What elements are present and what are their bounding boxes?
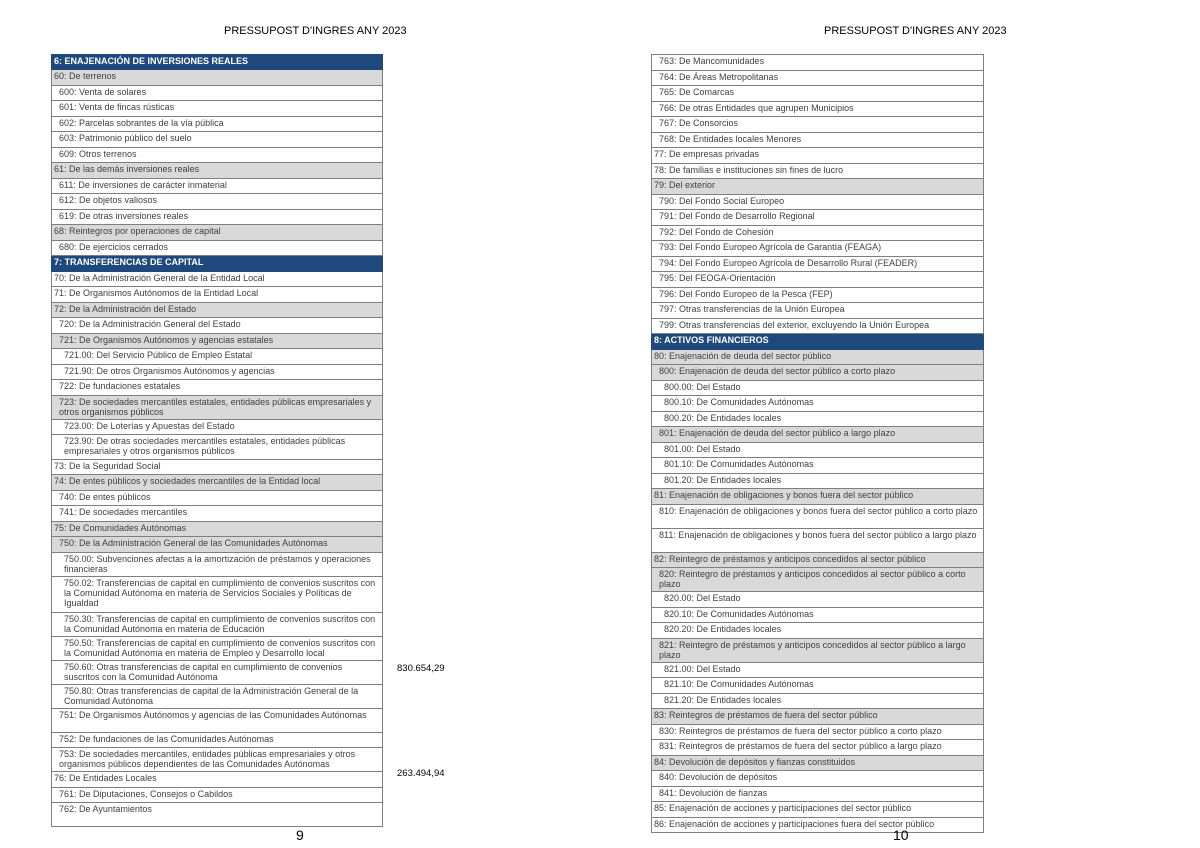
table-row	[52, 349, 383, 365]
table-row	[52, 637, 383, 661]
row-label: 68: Reintegros por operaciones de capital	[52, 225, 383, 241]
table-row	[652, 802, 984, 818]
row-label: 794: Del Fondo Europeo Agrícola de Desarrollo Rural (FEADER)	[652, 257, 984, 272]
row-label: 6: ENAJENACIÓN DE INVERSIONES REALES	[52, 55, 383, 70]
table-row	[52, 303, 383, 318]
row-label: 811: Enajenación de obligaciones y bonos fuera del sector público a largo plazo	[652, 529, 984, 553]
row-label: 73: De la Seguridad Social	[52, 460, 383, 475]
table-row	[652, 740, 984, 756]
table-row	[52, 194, 383, 210]
row-label: 801.10: De Comunidades Autónomas	[652, 458, 984, 474]
table-row	[652, 639, 984, 663]
row-label: 800.20: De Entidades locales	[652, 412, 984, 427]
row-label: 78: De familias e instituciones sin fines de lucro	[652, 164, 984, 179]
row-label: 76: De Entidades Locales	[52, 772, 383, 788]
table-row	[52, 537, 383, 553]
table-row	[652, 319, 984, 334]
page-number: 10	[893, 827, 909, 843]
row-label: 820.00: Del Estado	[652, 592, 984, 608]
row-label: 793: Del Fondo Europeo Agrícola de Garantía (FEAGA)	[652, 241, 984, 257]
row-label: 7: TRANSFERENCIAS DE CAPITAL	[52, 256, 383, 272]
row-label: 841: Devolución de fianzas	[652, 787, 984, 802]
page-number: 9	[296, 827, 304, 843]
row-label: 619: De otras inversiones reales	[52, 210, 383, 225]
row-label: 60: De terrenos	[52, 70, 383, 86]
table-row	[652, 396, 984, 412]
budget-table-right	[651, 54, 984, 833]
row-label: 723.00: De Loterías y Apuestas del Estado	[52, 420, 383, 435]
row-label: 767: De Consorcios	[652, 117, 984, 133]
row-label: 821.20: De Entidades locales	[652, 694, 984, 709]
table-row	[652, 489, 984, 505]
row-label: 801.00: Del Estado	[652, 443, 984, 458]
table-row	[52, 748, 383, 772]
table-row	[52, 318, 383, 334]
table-row	[52, 132, 383, 148]
row-label: 799: Otras transferencias del exterior, excluyendo la Unión Europea	[652, 319, 984, 334]
table-row	[52, 272, 383, 287]
table-row	[652, 210, 984, 226]
row-label: 801.20: De Entidades locales	[652, 474, 984, 489]
row-label: 8: ACTIVOS FINANCIEROS	[652, 334, 984, 350]
row-label: 800.10: De Comunidades Autónomas	[652, 396, 984, 412]
table-row	[652, 71, 984, 86]
row-label: 80: Enajenación de deuda del sector público	[652, 350, 984, 365]
table-row	[52, 225, 383, 241]
table-row	[52, 420, 383, 435]
row-label: 821.10: De Comunidades Autónomas	[652, 678, 984, 694]
section-header-row	[652, 334, 984, 350]
row-label: 792: Del Fondo de Cohesión	[652, 226, 984, 241]
row-label: 75: De Comunidades Autónomas	[52, 522, 383, 537]
row-label: 721: De Organismos Autónomos y agencias estatales	[52, 334, 383, 349]
table-row	[652, 55, 984, 71]
table-row	[52, 709, 383, 733]
table-row	[52, 70, 383, 86]
row-label: 601: Venta de fincas rústicas	[52, 101, 383, 117]
row-label: 602: Parcelas sobrantes de la vía pública	[52, 117, 383, 132]
table-row	[52, 241, 383, 256]
table-row	[652, 241, 984, 257]
row-label: 71: De Organismos Autónomos de la Entidad Local	[52, 287, 383, 303]
row-label: 764: De Áreas Metropolitanas	[652, 71, 984, 86]
row-label: 750.00: Subvenciones afectas a la amortización de préstamos y operaciones financieras	[52, 553, 383, 577]
table-row	[652, 427, 984, 443]
row-label: 603: Patrimonio público del suelo	[52, 132, 383, 148]
table-row	[52, 553, 383, 577]
row-label: 750.50: Transferencias de capital en cumplimiento de convenios suscritos con la Comunidad Autónoma en materia de Empleo y Desarrollo local	[52, 637, 383, 661]
table-row	[52, 577, 383, 613]
table-row	[652, 365, 984, 381]
table-row	[652, 756, 984, 771]
row-label: 821: Reintegro de préstamos y anticipos concedidos al sector público a largo plazo	[652, 639, 984, 663]
page-header: PRESSUPOST D'INGRES ANY 2023	[824, 25, 1007, 37]
row-label: 721.90: De otros Organismos Autónomos y agencias	[52, 365, 383, 380]
row-label: 611: De inversiones de carácter inmaterial	[52, 179, 383, 194]
row-label: 750.60: Otras transferencias de capital en cumplimiento de convenios suscritos con la Comunidad Autónoma	[52, 661, 383, 685]
table-row	[52, 287, 383, 303]
table-row	[52, 475, 383, 491]
table-row	[52, 179, 383, 194]
table-row	[52, 733, 383, 748]
table-row	[652, 102, 984, 117]
table-row	[52, 435, 383, 460]
row-label: 763: De Mancomunidades	[652, 55, 984, 71]
row-label: 84: Devolución de depósitos y fianzas constituidos	[652, 756, 984, 771]
table-row	[52, 506, 383, 522]
table-row	[652, 443, 984, 458]
table-row	[652, 623, 984, 639]
table-row	[652, 257, 984, 272]
row-label: 761: De Diputaciones, Consejos o Cabildos	[52, 788, 383, 803]
table-row	[652, 117, 984, 133]
table-row	[652, 350, 984, 365]
table-row	[52, 210, 383, 225]
table-row	[652, 148, 984, 164]
table-row	[652, 164, 984, 179]
table-row	[652, 787, 984, 802]
row-label: 753: De sociedades mercantiles, entidades públicas empresariales y otros organismos públicos dependientes de las Comunidades Autónomas	[52, 748, 383, 772]
row-label: 723.90: De otras sociedades mercantiles estatales, entidades públicas empresariales y otros organismos públicos	[52, 435, 383, 460]
table-row	[52, 772, 383, 788]
row-label: 77: De empresas privadas	[652, 148, 984, 164]
amount-762: 263.494,94	[397, 768, 445, 779]
table-row	[52, 365, 383, 380]
row-label: 750.02: Transferencias de capital en cumplimiento de convenios suscritos con la Comunidad Autónoma en materia de Servicios Sociales y Políticas de Igualdad	[52, 577, 383, 613]
table-row	[652, 568, 984, 592]
row-label: 801: Enajenación de deuda del sector público a largo plazo	[652, 427, 984, 443]
table-row	[52, 661, 383, 685]
table-row	[52, 86, 383, 101]
section-header-row	[52, 55, 383, 70]
table-row	[652, 678, 984, 694]
row-label: 800.00: Del Estado	[652, 381, 984, 396]
row-label: 72: De la Administración del Estado	[52, 303, 383, 318]
row-label: 680: De ejercicios cerrados	[52, 241, 383, 256]
table-row	[52, 685, 383, 709]
table-row	[652, 86, 984, 102]
amount-750-80: 830.654,29	[397, 663, 445, 674]
table-row	[652, 592, 984, 608]
row-label: 797: Otras transferencias de la Unión Europea	[652, 303, 984, 319]
table-row	[652, 133, 984, 148]
row-label: 830: Reintegros de préstamos de fuera del sector público a corto plazo	[652, 725, 984, 740]
row-label: 70: De la Administración General de la Entidad Local	[52, 272, 383, 287]
table-row	[52, 788, 383, 803]
row-label: 740: De entes públicos	[52, 491, 383, 506]
table-row	[52, 491, 383, 506]
row-label: 750.80: Otras transferencias de capital de la Administración General de la Comunidad Autónoma	[52, 685, 383, 709]
row-label: 800: Enajenación de deuda del sector público a corto plazo	[652, 365, 984, 381]
row-label: 82: Reintegro de préstamos y anticipos concedidos al sector público	[652, 553, 984, 568]
row-label: 612: De objetos valiosos	[52, 194, 383, 210]
row-label: 820.20: De Entidades locales	[652, 623, 984, 639]
table-row	[652, 412, 984, 427]
table-row	[652, 272, 984, 288]
row-label: 721.00: Del Servicio Público de Empleo Estatal	[52, 349, 383, 365]
row-label: 752: De fundaciones de las Comunidades Autónomas	[52, 733, 383, 748]
table-row	[652, 226, 984, 241]
row-label: 750.30: Transferencias de capital en cumplimiento de convenios suscritos con la Comunidad Autónoma en materia de Educación	[52, 613, 383, 637]
table-row	[652, 709, 984, 725]
row-label: 720: De la Administración General del Estado	[52, 318, 383, 334]
table-row	[52, 803, 383, 827]
table-row	[52, 117, 383, 132]
row-label: 765: De Comarcas	[652, 86, 984, 102]
row-label: 795: Del FEOGA-Orientación	[652, 272, 984, 288]
row-label: 86: Enajenación de acciones y participaciones fuera del sector público	[652, 818, 984, 833]
row-label: 821.00: Del Estado	[652, 663, 984, 678]
row-label: 61: De las demás inversiones reales	[52, 163, 383, 179]
table-row	[652, 179, 984, 195]
row-label: 609: Otros terrenos	[52, 148, 383, 163]
row-label: 85: Enajenación de acciones y participaciones del sector público	[652, 802, 984, 818]
table-row	[52, 522, 383, 537]
table-row	[652, 381, 984, 396]
table-row	[652, 195, 984, 210]
table-row	[52, 613, 383, 637]
table-row	[652, 505, 984, 529]
table-row	[52, 101, 383, 117]
row-label: 790: Del Fondo Social Europeo	[652, 195, 984, 210]
table-row	[652, 771, 984, 787]
table-row	[652, 458, 984, 474]
row-label: 741: De sociedades mercantiles	[52, 506, 383, 522]
row-label: 722: De fundaciones estatales	[52, 380, 383, 396]
table-row	[652, 474, 984, 489]
row-label: 750: De la Administración General de las Comunidades Autónomas	[52, 537, 383, 553]
table-row	[52, 380, 383, 396]
row-label: 751: De Organismos Autónomos y agencias de las Comunidades Autónomas	[52, 709, 383, 733]
row-label: 796: Del Fondo Europeo de la Pesca (FEP)	[652, 288, 984, 303]
table-row	[52, 460, 383, 475]
page-header: PRESSUPOST D'INGRES ANY 2023	[224, 25, 407, 37]
row-label: 820: Reintegro de préstamos y anticipos concedidos al sector público a corto plazo	[652, 568, 984, 592]
row-label: 83: Reintegros de préstamos de fuera del sector público	[652, 709, 984, 725]
row-label: 831: Reintegros de préstamos de fuera del sector público a largo plazo	[652, 740, 984, 756]
table-row	[52, 148, 383, 163]
row-label: 74: De entes públicos y sociedades mercantiles de la Entidad local	[52, 475, 383, 491]
row-label: 840: Devolución de depósitos	[652, 771, 984, 787]
row-label: 768: De Entidades locales Menores	[652, 133, 984, 148]
row-label: 723: De sociedades mercantiles estatales, entidades públicas empresariales y otros organismos públicos	[52, 396, 383, 420]
table-row	[652, 818, 984, 833]
table-row	[52, 163, 383, 179]
table-row	[652, 288, 984, 303]
row-label: 81: Enajenación de obligaciones y bonos fuera del sector público	[652, 489, 984, 505]
row-label: 766: De otras Entidades que agrupen Municipios	[652, 102, 984, 117]
table-row	[652, 694, 984, 709]
table-row	[652, 608, 984, 623]
table-row	[52, 334, 383, 349]
table-row	[652, 529, 984, 553]
row-label: 79: Del exterior	[652, 179, 984, 195]
row-label: 791: Del Fondo de Desarrollo Regional	[652, 210, 984, 226]
table-row	[652, 303, 984, 319]
section-header-row	[52, 256, 383, 272]
row-label: 600: Venta de solares	[52, 86, 383, 101]
table-row	[652, 553, 984, 568]
row-label: 810: Enajenación de obligaciones y bonos fuera del sector público a corto plazo	[652, 505, 984, 529]
table-row	[652, 663, 984, 678]
row-label: 820.10: De Comunidades Autónomas	[652, 608, 984, 623]
table-row	[52, 396, 383, 420]
row-label: 762: De Ayuntamientos	[52, 803, 383, 827]
table-row	[652, 725, 984, 740]
budget-table-left	[51, 54, 383, 827]
